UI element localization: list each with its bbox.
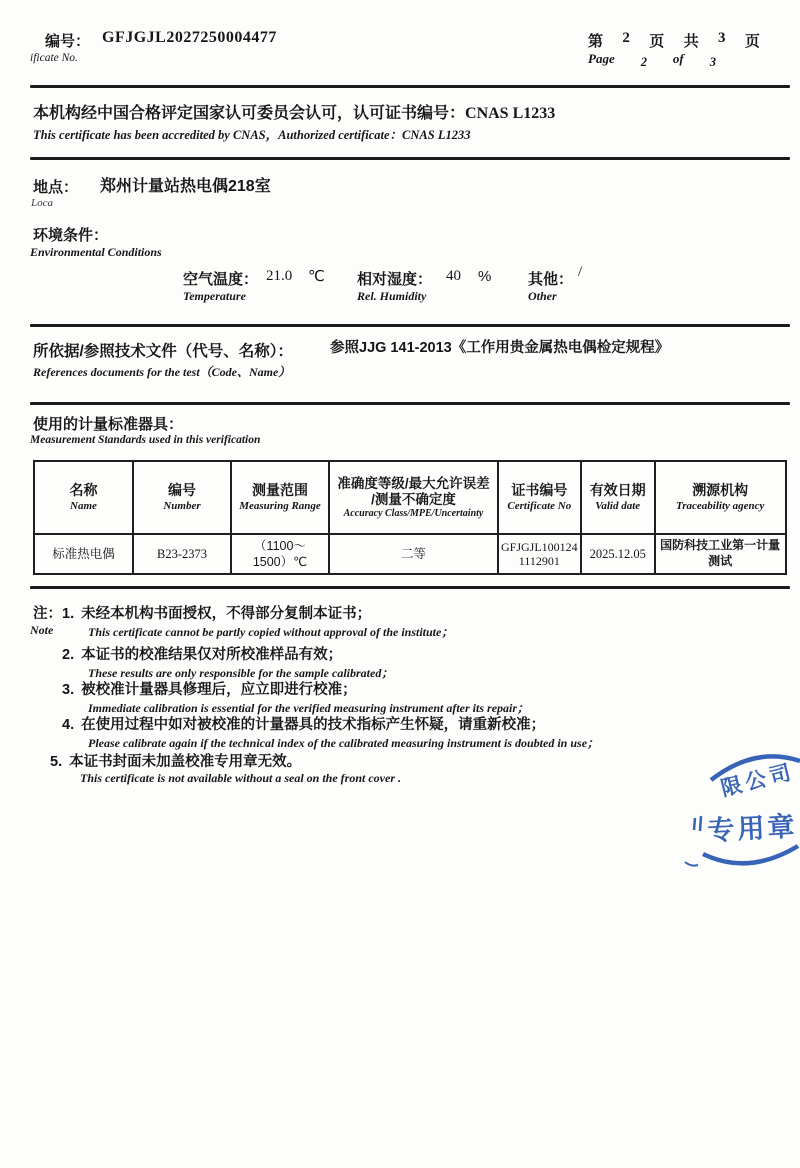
cell-valid-date: 2025.12.05 bbox=[581, 534, 655, 574]
col-valid-date-en: Valid date bbox=[595, 499, 641, 512]
note-4-en: Please calibrate again if the technical index of the calibrated measuring instrument is doubted in use； bbox=[88, 736, 600, 750]
humidity-label-cn: 相对湿度： bbox=[357, 271, 433, 288]
page-number-en bbox=[588, 51, 716, 67]
page-en-of: of bbox=[672, 51, 684, 66]
other-label-cn: 其他： bbox=[528, 271, 574, 288]
page-cn-ye1: 页 bbox=[649, 33, 665, 50]
page-cn-gong: 共 bbox=[683, 33, 699, 50]
cell-range: （1100～1500）℃ bbox=[231, 534, 329, 574]
col-range bbox=[231, 461, 329, 534]
certificate-no-label-cn: 编号： bbox=[45, 33, 91, 50]
temperature-value: 21.0 bbox=[266, 268, 293, 284]
col-agency bbox=[655, 461, 786, 534]
seal-text-line1: 限公司 bbox=[718, 760, 797, 801]
col-number-cn: 编号 bbox=[168, 482, 196, 499]
cell-number: B23-2373 bbox=[133, 534, 231, 574]
col-number bbox=[133, 461, 231, 534]
humidity-label-en: Rel. Humidity bbox=[357, 289, 427, 303]
note-4-cn bbox=[62, 713, 545, 734]
col-accuracy bbox=[329, 461, 498, 534]
note-5-text-cn: 本证书封面未加盖校准专用章无效。 bbox=[69, 754, 302, 770]
cell-agency-line2: 测试 bbox=[708, 554, 733, 568]
page-en-label: Page bbox=[588, 51, 615, 66]
note-3-en: Immediate calibration is essential for the verified measuring instrument after its repair； bbox=[88, 701, 530, 715]
note-4-num: 4. bbox=[62, 717, 75, 733]
col-valid-date-cn: 有效日期 bbox=[589, 482, 646, 499]
temperature-unit: ℃ bbox=[308, 268, 325, 285]
notes-label-cn: 注： bbox=[33, 606, 62, 622]
standards-label-cn: 使用的计量标准器具： bbox=[33, 416, 184, 433]
cell-agency-line1: 国防科技工业第一计量 bbox=[660, 538, 781, 553]
page-cn-num: 2 bbox=[622, 30, 630, 46]
divider-2 bbox=[30, 157, 790, 160]
seal-fragment-mark-1 bbox=[694, 818, 695, 830]
temperature-label-cn: 空气温度： bbox=[183, 271, 259, 288]
note-3-cn bbox=[62, 678, 357, 699]
page-number-cn bbox=[588, 30, 760, 51]
cell-name: 标准热电偶 bbox=[34, 534, 133, 574]
humidity-unit: % bbox=[478, 268, 492, 285]
note-1-cn bbox=[62, 602, 371, 623]
col-name-cn: 名称 bbox=[69, 482, 98, 499]
page-en-total: 3 bbox=[709, 55, 716, 69]
note-5-num: 5. bbox=[50, 754, 63, 770]
note-2-num: 2. bbox=[62, 647, 75, 663]
standards-table-data-row bbox=[34, 534, 786, 574]
humidity-value: 40 bbox=[446, 268, 461, 284]
divider-1 bbox=[30, 85, 790, 88]
note-5-en: This certificate is not available without a seal on the front cover . bbox=[80, 771, 401, 785]
note-1-text-cn: 未经本机构书面授权，不得部分复制本证书； bbox=[81, 606, 372, 622]
standards-label-en: Measurement Standards used in this verification bbox=[30, 434, 261, 446]
note-3-text-cn: 被校准计量器具修理后，应立即进行校准； bbox=[81, 682, 357, 698]
cnas-statement-prefix: 本机构经中国合格评定国家认可委员会认可，认可证书编号： bbox=[33, 105, 466, 122]
cell-certificate-line2: 1112901 bbox=[518, 554, 560, 568]
cnas-statement-en: This certificate has been accredited by CNAS，Authorized certificate：CNAS L1233 bbox=[33, 128, 471, 142]
divider-4 bbox=[30, 402, 790, 405]
seal-bottom-arc bbox=[703, 846, 798, 863]
note-3-num: 3. bbox=[62, 682, 75, 698]
seal-fragment-mark-2 bbox=[700, 816, 701, 831]
cnas-statement-cn bbox=[33, 100, 555, 123]
col-certificate-en: Certificate No bbox=[507, 499, 572, 512]
page-cn-di: 第 bbox=[588, 33, 604, 50]
certificate-no-label-en: ificate No. bbox=[30, 52, 78, 64]
cell-certificate-line1: GFJGJL100124 bbox=[501, 539, 578, 554]
note-2-text-cn: 本证书的校准结果仅对所校准样品有效； bbox=[81, 647, 343, 663]
page-cn-ye2: 页 bbox=[744, 33, 760, 50]
cell-accuracy: 二等 bbox=[329, 534, 498, 574]
divider-5 bbox=[30, 586, 790, 589]
other-value: / bbox=[578, 264, 583, 280]
page-en-num: 2 bbox=[640, 55, 647, 69]
location-value: 郑州计量站热电偶218室 bbox=[100, 178, 271, 195]
location-label-cn: 地点： bbox=[33, 179, 79, 196]
notes-label-en: Note bbox=[30, 623, 54, 637]
seal-text-line2: 专用章 bbox=[706, 811, 799, 846]
col-accuracy-cn2: /测量不确定度 bbox=[371, 491, 456, 507]
env-conditions-label-en: Environmental Conditions bbox=[30, 245, 162, 259]
note-2-en: These results are only responsible for the sample calibrated； bbox=[88, 666, 394, 680]
references-label-en: References documents for the test（Code、Name） bbox=[33, 365, 291, 379]
references-value: 参照JJG 141-2013《工作用贵金属热电偶检定规程》 bbox=[330, 340, 670, 356]
seal-bottom-fragment bbox=[685, 862, 698, 866]
col-agency-en: Traceability agency bbox=[675, 499, 765, 512]
page-cn-total: 3 bbox=[718, 30, 726, 46]
col-agency-cn: 溯源机构 bbox=[692, 482, 749, 499]
note-5-cn bbox=[50, 750, 301, 771]
cnas-number: CNAS L1233 bbox=[465, 105, 556, 122]
note-1-en: This certificate cannot be partly copied without approval of the institute； bbox=[88, 625, 454, 639]
seal-graphic bbox=[683, 736, 800, 871]
cell-agency bbox=[655, 534, 786, 574]
col-certificate-cn: 证书编号 bbox=[511, 482, 568, 499]
col-accuracy-cn1: 准确度等级/最大允许误差 bbox=[337, 475, 490, 491]
divider-3 bbox=[30, 324, 790, 327]
col-range-en: Measuring Range bbox=[239, 499, 321, 512]
col-accuracy-en: Accuracy Class/MPE/Uncertainty bbox=[343, 507, 484, 519]
col-number-en: Number bbox=[163, 499, 201, 512]
references-label-cn: 所依据/参照技术文件（代号、名称）： bbox=[33, 343, 294, 360]
col-name bbox=[34, 461, 133, 534]
temperature-label-en: Temperature bbox=[183, 289, 246, 303]
other-label-en: Other bbox=[528, 289, 557, 303]
col-name-en: Name bbox=[70, 499, 97, 512]
col-valid-date bbox=[581, 461, 655, 534]
certificate-no-value: GFJGJL2027250004477 bbox=[102, 29, 277, 46]
cell-certificate bbox=[498, 534, 581, 574]
note-4-text-cn: 在使用过程中如对被校准的计量器具的技术指标产生怀疑，请重新校准； bbox=[81, 717, 546, 733]
standards-table bbox=[33, 460, 787, 575]
col-certificate bbox=[498, 461, 581, 534]
env-conditions-label-cn: 环境条件： bbox=[33, 227, 109, 244]
official-seal-stamp bbox=[683, 736, 800, 871]
col-range-cn: 测量范围 bbox=[252, 482, 308, 499]
location-label-en: Loca bbox=[31, 197, 53, 209]
standards-table-header-row bbox=[34, 461, 786, 534]
note-1-num: 1. bbox=[62, 606, 75, 622]
note-2-cn bbox=[62, 643, 342, 664]
